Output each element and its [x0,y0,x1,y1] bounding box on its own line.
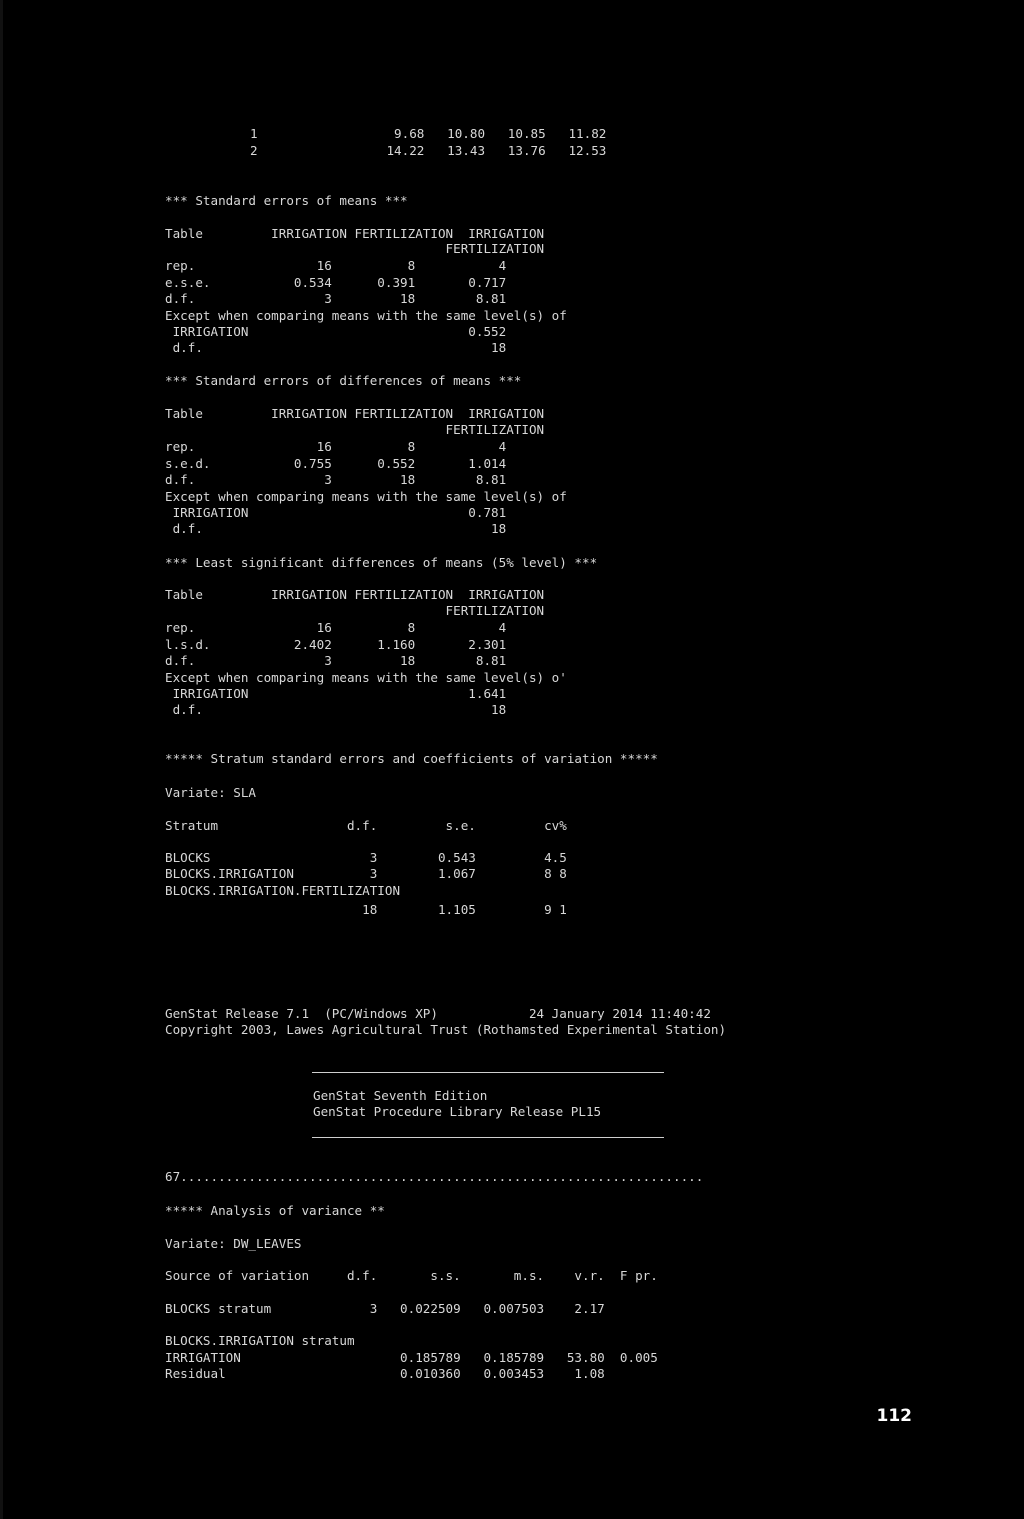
table-header-row-2: FERTILIZATION [165,241,545,256]
section-heading-anova: ***** Analysis of variance ** [165,1203,385,1218]
anova-row-irrigation: IRRIGATION 0.185789 0.185789 53.80 0.005 [165,1350,658,1365]
except-line: Except when comparing means with the same level(s) of [165,308,567,323]
except-df-value: d.f. 18 [165,521,507,536]
table-header-row: Table IRRIGATION FERTILIZATION IRRIGATION [165,226,545,241]
stratum-row-blocks: BLOCKS 3 0.543 4.5 [165,850,567,865]
variate-label: Variate: DW_LEAVES [165,1236,302,1251]
variate-label: Variate: SLA [165,785,256,800]
section-heading-ese: *** Standard errors of means *** [165,193,408,208]
means-row-1: 1 9.68 10.80 10.85 11.82 [250,126,607,141]
separator-rule-bottom [312,1137,664,1138]
means-row-2: 2 14.22 13.43 13.76 12.53 [250,143,607,158]
table-header-row-2: FERTILIZATION [165,422,545,437]
section-heading-lsd: *** Least significant differences of means (5% level) *** [165,555,598,570]
table-header-row: Table IRRIGATION FERTILIZATION IRRIGATION [165,587,545,602]
page-edge [0,0,3,1519]
except-line: Except when comparing means with the same level(s) of [165,489,567,504]
stratum-row-values: 18 1.105 9 1 [165,902,567,917]
library-line: GenStat Procedure Library Release PL15 [313,1104,602,1119]
table-row-rep: rep. 16 8 4 [165,258,507,273]
except-df-value: d.f. 18 [165,340,507,355]
anova-header-row: Source of variation d.f. s.s. m.s. v.r. F pr. [165,1268,658,1283]
except-line: Except when comparing means with the same level(s) o' [165,670,567,685]
stratum-header-row: Stratum d.f. s.e. cv% [165,818,567,833]
section-heading-stratum: ***** Stratum standard errors and coefficients of variation ***** [165,751,658,766]
table-row-df: d.f. 3 18 8.81 [165,472,507,487]
anova-row-residual: Residual 0.010360 0.003453 1.08 [165,1366,605,1381]
separator-rule-top [312,1072,664,1073]
copyright-line: Copyright 2003, Lawes Agricultural Trust (Rothamsted Experimental Station) [165,1022,727,1037]
table-header-row: Table IRRIGATION FERTILIZATION IRRIGATION [165,406,545,421]
page-number: 112 [876,1406,912,1426]
release-line: GenStat Release 7.1 (PC/Windows XP) 24 January 2014 11:40:42 [165,1006,711,1021]
stratum-row-blocks-irrigation: BLOCKS.IRRIGATION 3 1.067 8 8 [165,866,567,881]
table-row-rep: rep. 16 8 4 [165,439,507,454]
except-df-value: d.f. 18 [165,702,507,717]
except-irrigation-value: IRRIGATION 0.552 [165,324,507,339]
section-heading-sed: *** Standard errors of differences of means *** [165,373,522,388]
edition-line: GenStat Seventh Edition [313,1088,488,1103]
table-row-df: d.f. 3 18 8.81 [165,291,507,306]
except-irrigation-value: IRRIGATION 1.641 [165,686,507,701]
table-row-lsd: l.s.d. 2.402 1.160 2.301 [165,637,507,652]
table-row-rep: rep. 16 8 4 [165,620,507,635]
table-row-ese: e.s.e. 0.534 0.391 0.717 [165,275,507,290]
table-row-df: d.f. 3 18 8.81 [165,653,507,668]
line-number-67: 67..................................................................... [165,1169,704,1184]
anova-stratum-label: BLOCKS.IRRIGATION stratum [165,1333,355,1348]
stratum-row-label: BLOCKS.IRRIGATION.FERTILIZATION [165,883,401,898]
table-row-sed: s.e.d. 0.755 0.552 1.014 [165,456,507,471]
table-header-row-2: FERTILIZATION [165,603,545,618]
except-irrigation-value: IRRIGATION 0.781 [165,505,507,520]
anova-row-blocks: BLOCKS stratum 3 0.022509 0.007503 2.17 [165,1301,605,1316]
